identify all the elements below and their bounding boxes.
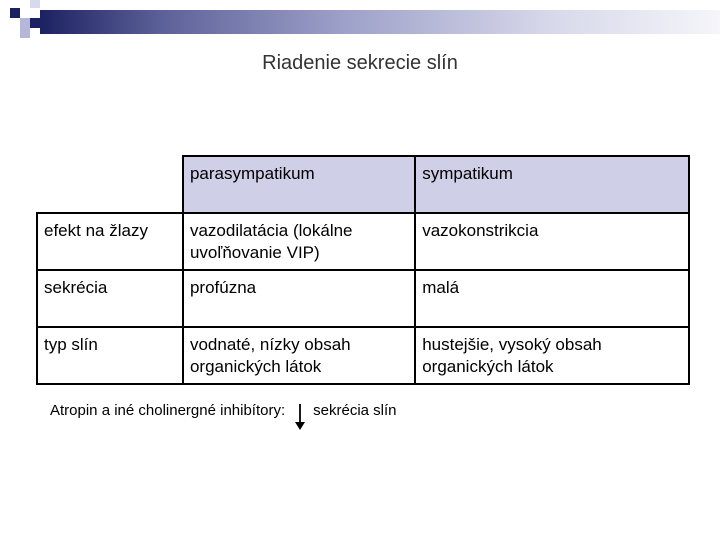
- cell-parasympatikum: profúzna: [183, 270, 415, 327]
- decor-square: [10, 18, 20, 28]
- cell-parasympatikum: vodnaté, nízky obsah organických látok: [183, 327, 415, 384]
- footer-note: [50, 402, 397, 432]
- row-label: sekrécia: [37, 270, 183, 327]
- table-corner-cell: [37, 156, 183, 213]
- cell-parasympatikum: vazodilatácia (lokálne uvoľňovanie VIP): [183, 213, 415, 270]
- table-header-row: [37, 156, 689, 213]
- footer-prefix: Atropin a iné cholinergné inhibítory:: [50, 402, 286, 419]
- cell-sympatikum: malá: [415, 270, 689, 327]
- comparison-table: [36, 155, 690, 385]
- header-gradient-bar: [40, 10, 720, 34]
- decor-square: [30, 0, 40, 8]
- row-label: typ slín: [37, 327, 183, 384]
- table-row: [37, 213, 689, 270]
- footer-suffix: sekrécia slín: [313, 402, 397, 419]
- decor-square: [10, 8, 20, 18]
- cell-sympatikum: vazokonstrikcia: [415, 213, 689, 270]
- table-row: [37, 327, 689, 384]
- decor-square: [20, 18, 30, 28]
- decor-square: [20, 28, 30, 38]
- decor-square: [30, 18, 40, 28]
- table-row: [37, 270, 689, 327]
- header-parasympatikum: parasympatikum: [183, 156, 415, 213]
- down-arrow-icon: [293, 402, 307, 432]
- cell-sympatikum: hustejšie, vysoký obsah organických látok: [415, 327, 689, 384]
- row-label: efekt na žlazy: [37, 213, 183, 270]
- slide-title: Riadenie sekrecie slín: [262, 52, 458, 74]
- decor-square: [30, 28, 40, 38]
- header-sympatikum: sympatikum: [415, 156, 689, 213]
